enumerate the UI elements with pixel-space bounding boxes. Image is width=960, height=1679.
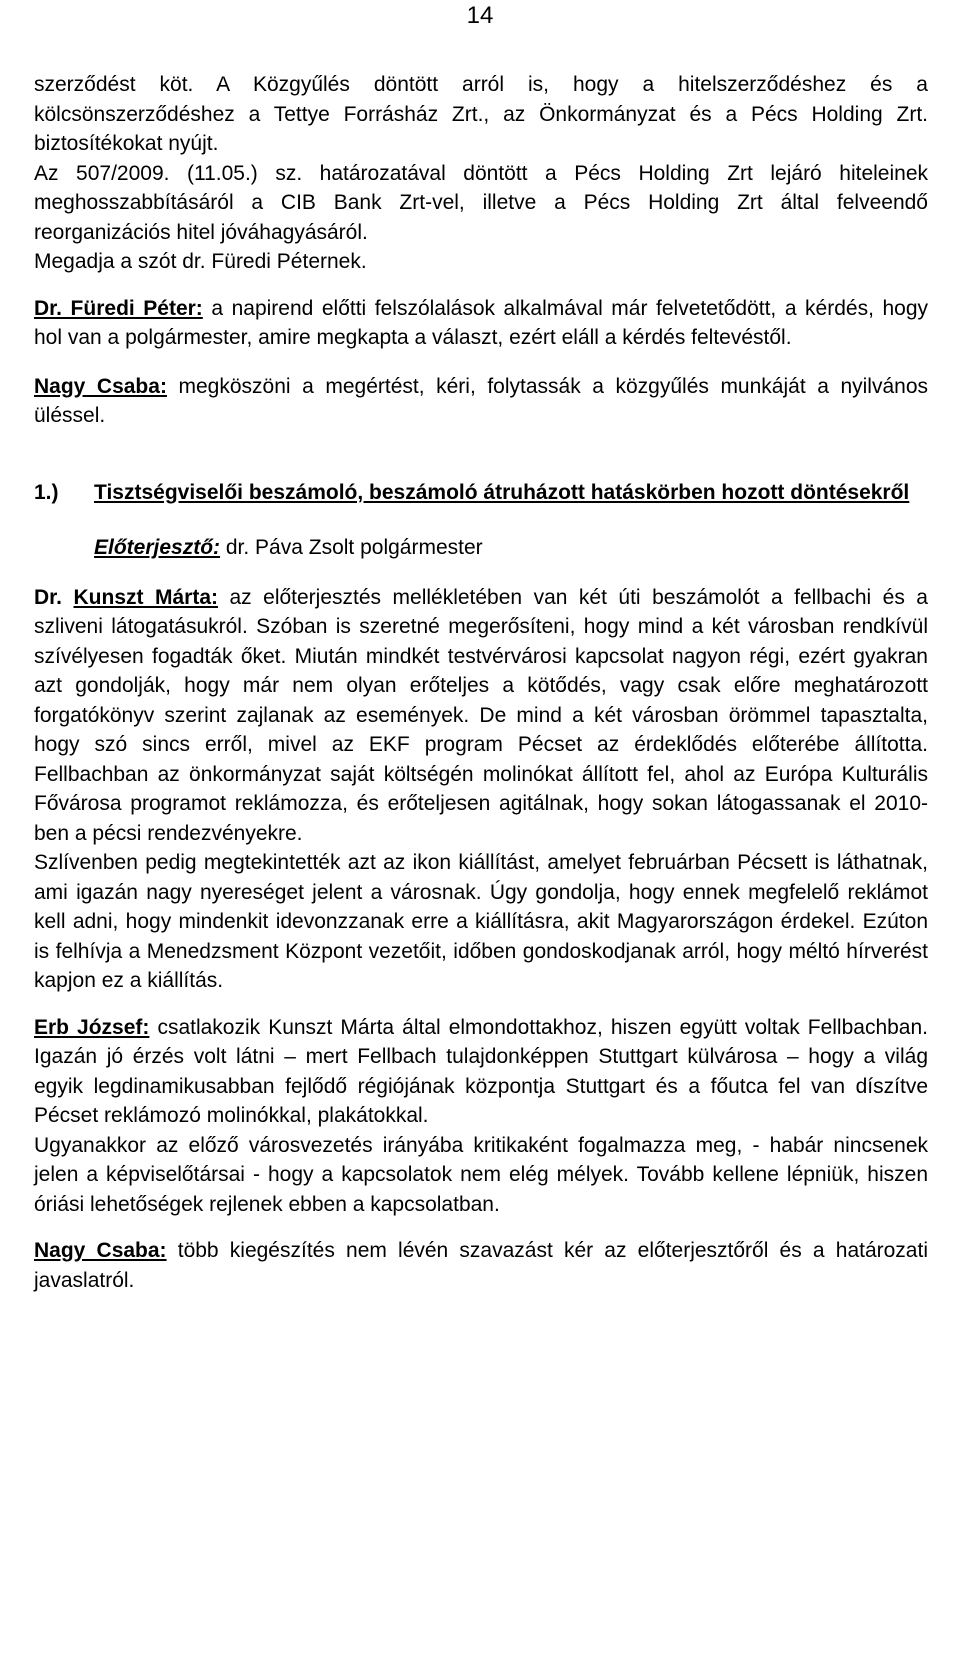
speech-text: több kiegészítés nem lévén szavazást kér az előterjesztőről és a határozati javaslatról. <box>34 1239 928 1292</box>
paragraph-floor-given: Megadja a szót dr. Füredi Péternek. <box>34 250 367 273</box>
document-body <box>34 70 928 1295</box>
paragraph-fueredi <box>34 294 928 353</box>
paragraph-resolution-507: Az 507/2009. (11.05.) sz. határozatával döntött a Pécs Holding Zrt lejáró hiteleinek meghosszabbításáról a CIB Bank Zrt-vel, illetve a Pécs Holding Zrt által felveendő reorganizációs hitel jóváhagyásáról. <box>34 161 928 244</box>
speaker-name: Dr. Füredi Péter: <box>34 296 203 320</box>
speech-text: csatlakozik Kunszt Márta által elmondottakhoz, hiszen együtt voltak Fellbachban. Igazán jó érzés volt látni – mert Fellbach tulajdonképpen Stuttgart külvárosa – hogy a világ egyik legdinamikusabban fejlődő régiójának központja Stuttgart és a főutca fel van díszítve Pécset reklámozó molinókkal, plakátokkal. <box>34 1015 928 1127</box>
agenda-item-number: 1.) <box>34 480 59 504</box>
agenda-item-heading <box>34 478 928 508</box>
paragraph-nagy-1 <box>34 372 928 431</box>
speaker-name: Nagy Csaba: <box>34 374 167 398</box>
agenda-item-title: Tisztségviselői beszámoló, beszámoló átruházott hatáskörben hozott döntésekről <box>94 480 910 504</box>
speech-text: megköszöni a megértést, kéri, folytassák a közgyűlés munkáját a nyilvános üléssel. <box>34 374 928 427</box>
speaker-name: Nagy Csaba: <box>34 1239 167 1262</box>
paragraph-szliven: Szlívenben pedig megtekintették azt az ikon kiállítást, amelyet februárban Pécsett is láthatnak, ami igazán nagy nyereséget jelent a városnak. Úgy gondolja, hogy ennek megfelelő reklámot kell adni, hogy mindenkit idevonzzanak erre a kiállításra, akit Magyarországon érdekel. Ezúton is felhívja a Menedzsment Központ vezetőit, időben gondoskodjanak arról, hogy méltó hírverést kapjon ez a kiállítás. <box>34 851 928 992</box>
presenter-name: dr. Páva Zsolt polgármester <box>220 536 483 559</box>
presenter-line <box>34 533 928 563</box>
paragraph-erb <box>34 1013 928 1131</box>
paragraph-criticism: Ugyanakkor az előző városvezetés irányába kritikaként fogalmazza meg, - habár nincsenek jelen a képviselőtársai - hogy a kapcsolatok nem elég mélyek. Tovább kellene lépniük, hiszen óriási lehetőségek rejlenek ebben a kapcsolatban. <box>34 1133 928 1216</box>
paragraph-loan-guarantees: szerződést köt. A Közgyűlés döntött arról is, hogy a hitelszerződéshez és a kölcsönszerződéshez a Tettye Forrásház Zrt., az Önkormányzat és a Pécs Holding Zrt. biztosítékokat nyújt. <box>34 73 928 155</box>
speech-text: a napirend előtti felszólalások alkalmával már felvetetődött, a kérdés, hogy hol van a polgármester, amire megkapta a választ, ezért eláll a kérdés feltevéstől. <box>34 296 928 349</box>
presenter-label: Előterjesztő: <box>94 536 221 559</box>
paragraph-kunszt <box>34 583 928 849</box>
speaker-name: Kunszt Márta: <box>73 585 218 609</box>
speaker-name: Erb József: <box>34 1015 150 1039</box>
speaker-prefix: Dr. <box>34 585 74 609</box>
page-number: 14 <box>466 2 494 29</box>
speech-text: az előterjesztés mellékletében van két úti beszámolót a fellbachi és a szliveni látogatásukról. Szóban is szeretné megerősíteni, hogy mind a két városban rendkívül szívélyesen fogadták őket. Miután mindkét testvérvárosi kapcsolat nagyon régi, ezért gyakran azt gondolják, hogy már nem olyan erőteljes a kötődés, vagy csak előre meghatározott forgatókönyv szerint zajlanak az események. De mind a két városban örömmel tapasztalta, hogy szó sincs erről, mivel az EKF program Pécset az érdeklődés előterébe állította. Fellbachban az önkormányzat saját költségén molinókat állított fel, ahol az Európa Kulturális Fővárosa programot reklámozza, és erőteljesen agitálnak, hogy sokan látogassanak el 2010-ben a pécsi rendezvényekre. <box>34 585 928 845</box>
paragraph-nagy-2 <box>34 1236 928 1295</box>
